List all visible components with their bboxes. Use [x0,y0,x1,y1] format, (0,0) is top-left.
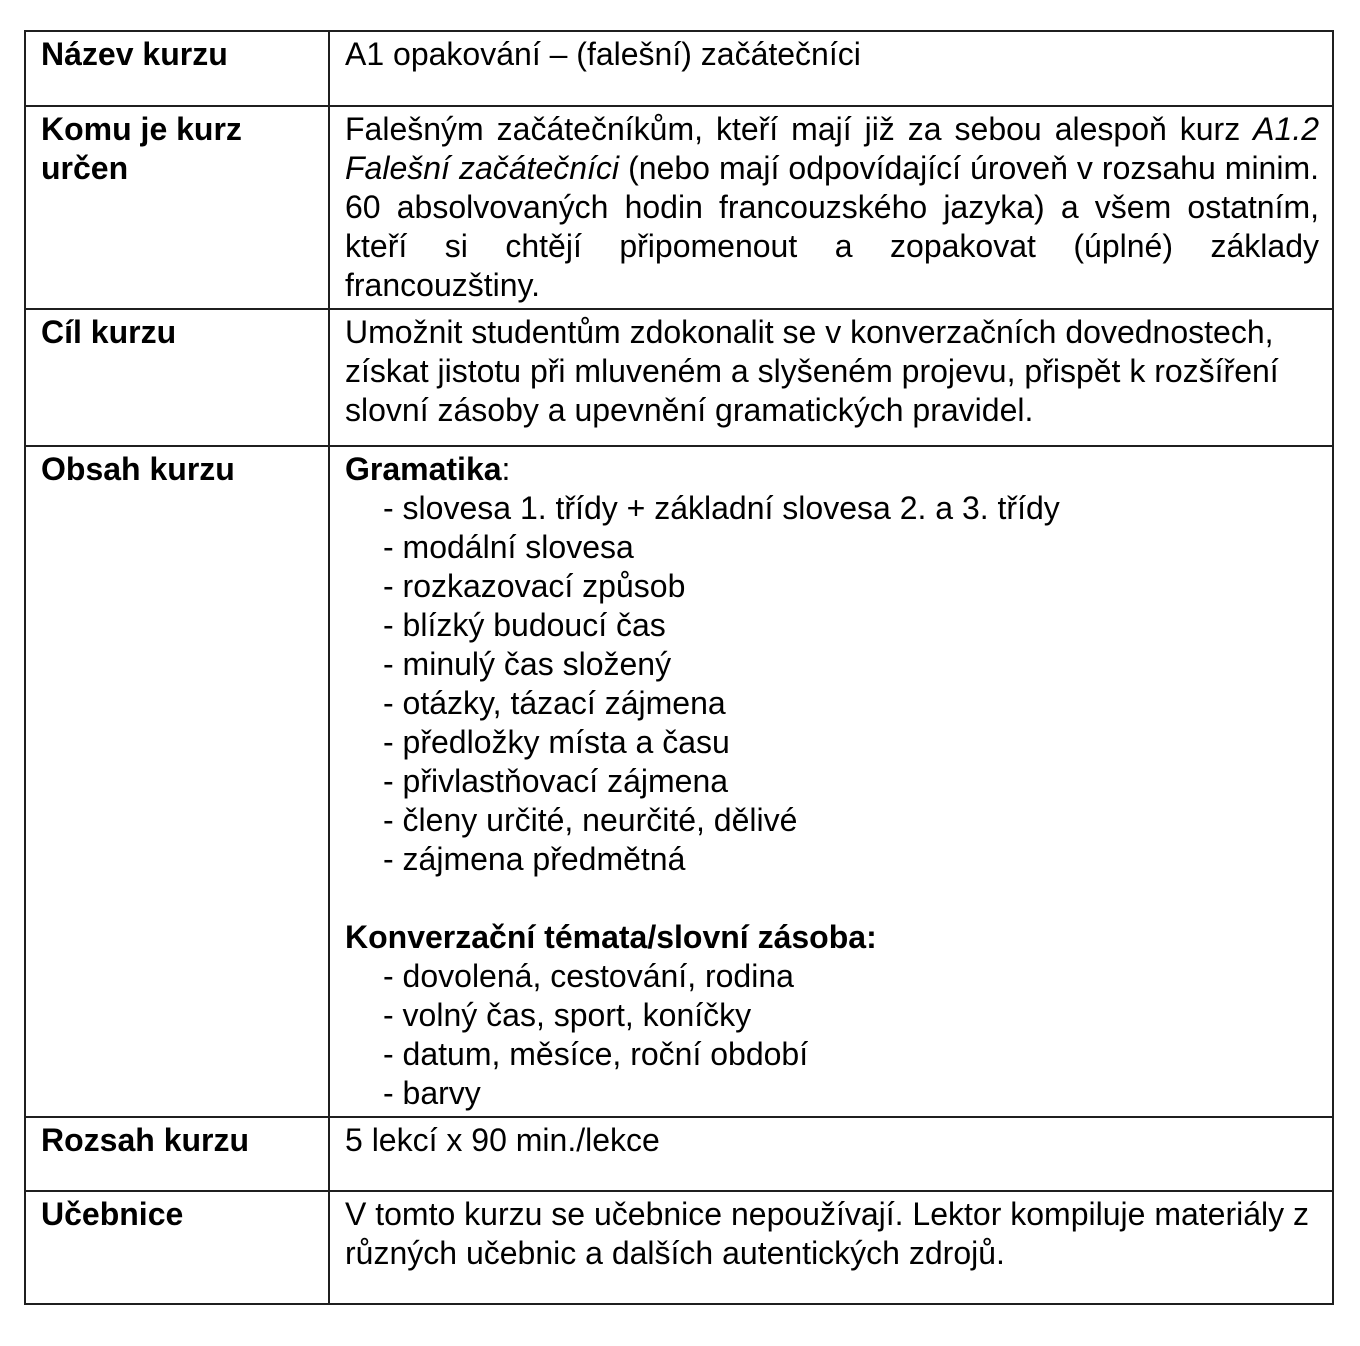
section-heading [345,918,1319,957]
paragraph [345,1121,1319,1160]
italic-text: A1.2 Falešní začátečníci [345,111,1319,186]
paragraph [345,110,1319,305]
list-item: - volný čas, sport, koníčky [383,997,752,1033]
list-item: - přivlastňovací zájmena [383,763,729,799]
list-item: - datum, měsíce, roční období [383,1036,809,1072]
row-label: Učebnice [41,1196,184,1232]
list-item: - členy určité, neurčité, dělivé [383,802,798,838]
row-content-cell [329,31,1333,106]
text-segment: : [501,451,511,487]
bold-text: Gramatika [345,451,502,487]
list-item: - předložky místa a času [383,724,730,760]
list-item: - modální slovesa [383,529,634,565]
list-item: - blízký budoucí čas [383,607,666,643]
paragraph [345,313,1319,430]
text-segment: Umožnit studentům zdokonalit se v konverzačních dovednostech, získat jistotu při mluveném a slyšeném projevu, přispět k rozšíření slovní zásoby a upevnění gramatických pravidel. [345,314,1279,428]
table-row [25,309,1333,446]
row-label: Název kurzu [41,36,228,72]
dash-list [345,489,1319,879]
row-label-cell [25,106,329,309]
text-segment: V tomto kurzu se učebnice nepoužívají. Lektor kompiluje materiály z různých učebnic a dalších autentických zdrojů. [345,1196,1310,1271]
list-item: - slovesa 1. třídy + základní slovesa 2. a 3. třídy [383,490,1060,526]
row-content-cell [329,309,1333,446]
row-label: Cíl kurzu [41,314,177,350]
bold-text: Konverzační témata/slovní zásoba: [345,919,877,955]
list-item: - barvy [383,1075,481,1111]
section-heading [345,450,1319,489]
row-label-cell [25,309,329,446]
row-content-cell [329,106,1333,309]
row-content-cell [329,1191,1333,1304]
table-row [25,31,1333,106]
list-item: - zájmena předmětná [383,841,686,877]
text-segment: 5 lekcí x 90 min./lekce [345,1122,660,1158]
row-label-cell [25,1117,329,1191]
text-segment: A1 opakování – (falešní) začátečníci [345,36,861,72]
paragraph [345,1195,1319,1273]
text-segment: Falešným začátečníkům, kteří mají již za sebou alespoň kurz [345,111,1254,147]
row-content-cell [329,1117,1333,1191]
dash-list [345,957,1319,1113]
list-item: - rozkazovací způsob [383,568,686,604]
row-label-cell [25,1191,329,1304]
row-label-cell [25,446,329,1117]
row-label: Obsah kurzu [41,451,235,487]
row-label: Rozsah kurzu [41,1122,250,1158]
row-label-cell [25,31,329,106]
course-info-table [24,30,1334,1305]
text-segment: (nebo mají odpovídající úroveň v rozsahu minim. 60 absolvovaných hodin francouzského jazyka) a všem ostatním, kteří si chtějí připomenout a zopakovat (úplné) základy francouzštiny. [345,150,1320,303]
row-label: Komu je kurz určen [41,111,242,186]
row-content-cell [329,446,1333,1117]
table-row [25,106,1333,309]
blank-line [345,879,1319,918]
table-row [25,446,1333,1117]
table-row [25,1191,1333,1304]
list-item: - dovolená, cestování, rodina [383,958,794,994]
paragraph [345,35,1319,74]
table-row [25,1117,1333,1191]
list-item: - minulý čas složený [383,646,672,682]
list-item: - otázky, tázací zájmena [383,685,726,721]
